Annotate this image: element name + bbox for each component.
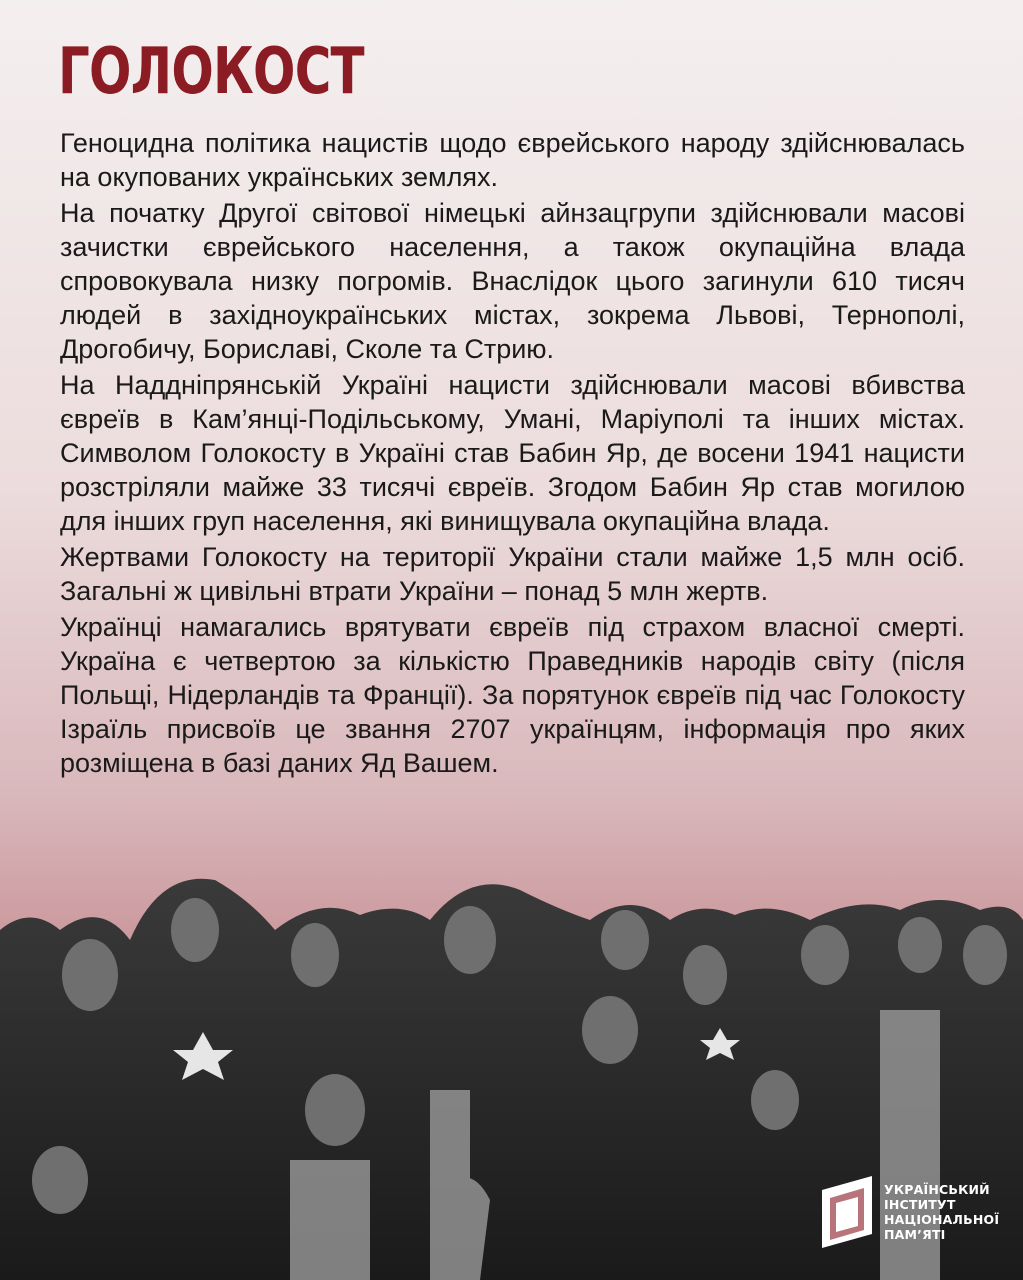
paragraph-babyn-yar: На Наддніпрянській Україні нацисти здійснювали масові вбивства євреїв в Кам’янці-Подільському, Умані, Маріуполі та інших містах. Символом Голокосту в Україні став Бабин Яр, де восени 1941 нацисти розстріляли майже 33 тисячі євреїв. Згодом Бабин Яр став могилою для інших груп населення, які винищувала окупаційна влада. [60,370,965,536]
page-title: ГОЛОКОСТ [58,35,364,109]
article-body [60,126,965,782]
paragraph-western-ukraine: На початку Другої світової німецькі айнзацгрупи здійснювали масові зачистки єврейського населення, а також окупаційна влада спровокувала низку погромів. Внаслідок цього загинули 610 тисяч людей в західноукраїнських містах, зокрема Львові, Тернополі, Дрогобичу, Бориславі, Сколе та Стрию. [60,198,965,364]
paragraph-victims: Жертвами Голокосту на території України стали майже 1,5 млн осіб. Загальні ж цивільні втрати України – понад 5 млн жертв. [60,542,965,606]
institute-emblem-icon [822,1176,872,1248]
institute-logo [822,1176,999,1248]
paragraph-genocide-policy: Геноцидна політика нацистів щодо єврейського народу здійснювалась на окупованих українських землях. [60,128,965,192]
paragraph-righteous: Українці намагались врятувати євреїв під страхом власної смерті. Україна є четвертою за кількістю Праведників народів світу (після Польщі, Нідерландів та Франції). За порятунок євреїв під час Голокосту Ізраїль присвоїв це звання 2707 українцям, інформація про яких розміщена в базі даних Яд Вашем. [60,612,965,778]
institute-name: УКРАЇНСЬКИЙ ІНСТИТУТ НАЦІОНАЛЬНОЇ ПАМ’ЯТІ [884,1182,1000,1242]
